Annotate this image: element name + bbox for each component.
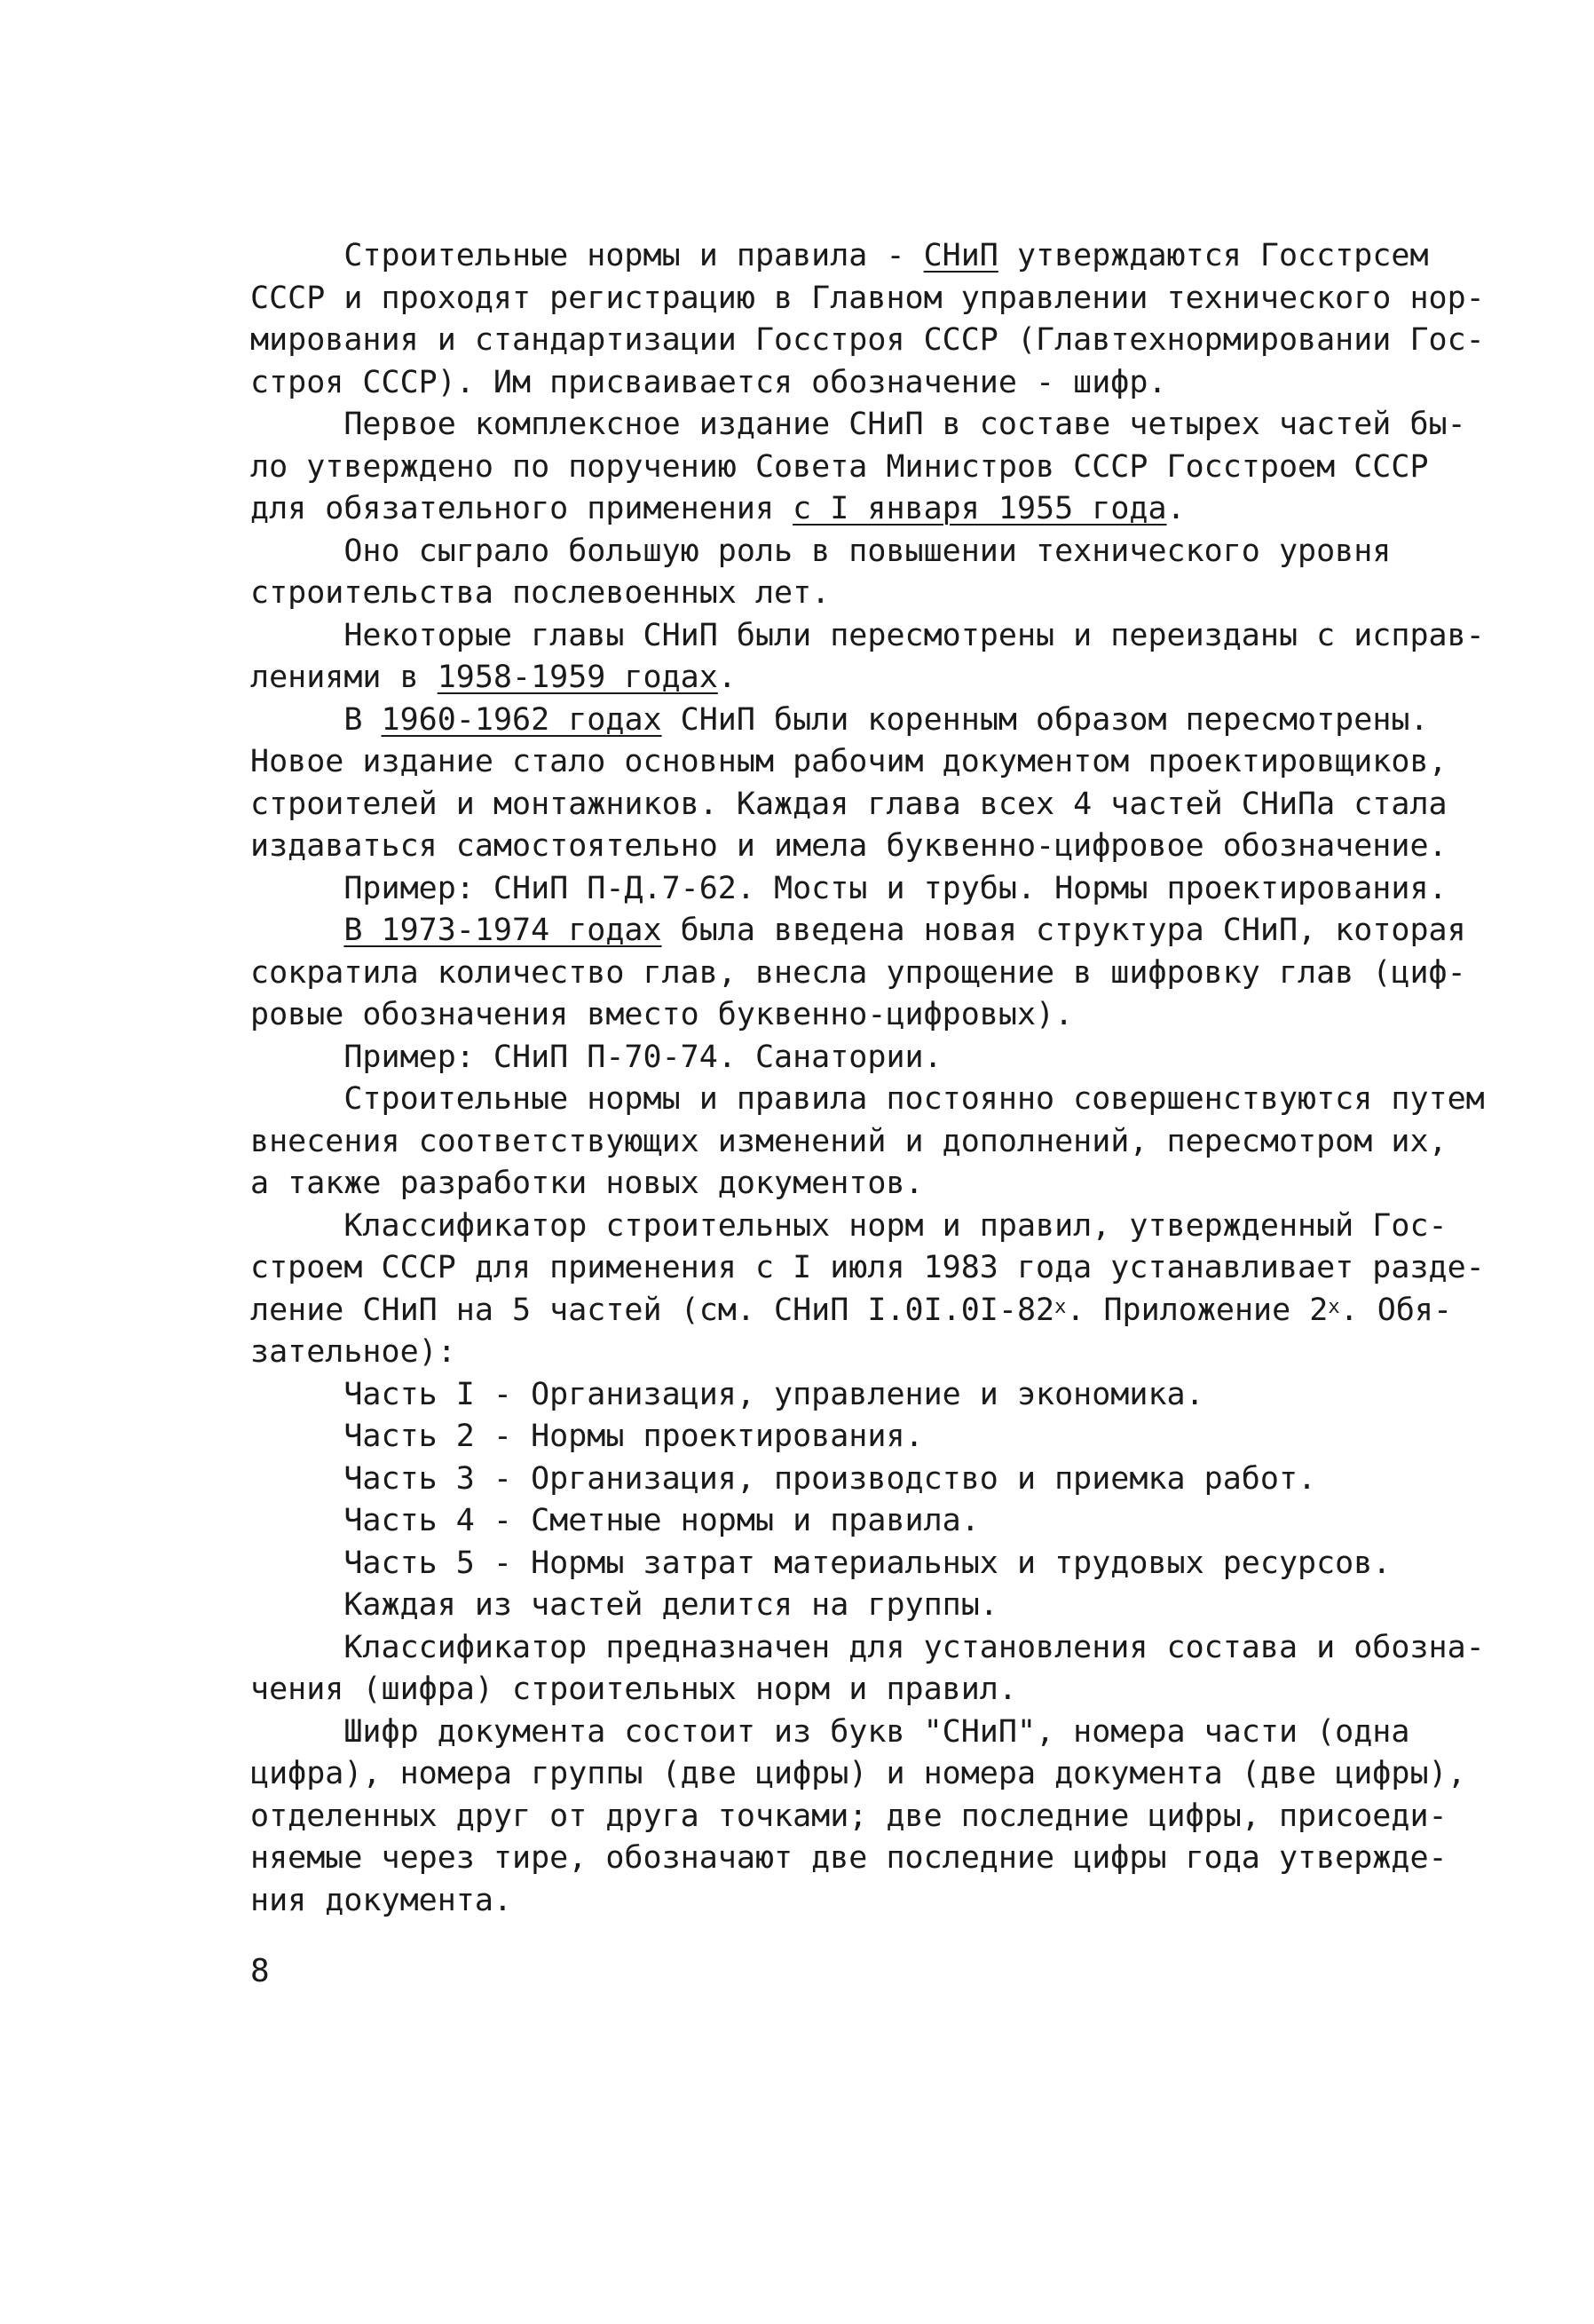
text-segment: для обязательного применения [250, 491, 793, 526]
text-line [250, 868, 1448, 911]
text-segment: ло утверждено по поручению Совета Министров СССР Госстроем СССР [250, 448, 1429, 485]
text-segment: СНиП были коренным образом пересмотрены. [661, 701, 1429, 738]
text-segment: Новое издание стало основным рабочим документом проектировщиков, [250, 744, 1448, 779]
text-segment: Шифр документа состоит из букв "СНиП", номера части (одна [250, 1713, 1410, 1750]
text-line [250, 235, 1429, 278]
text-segment: СССР и проходят регистрацию в Главном управлении технического нор- [250, 280, 1485, 316]
text-segment: В [250, 701, 382, 738]
text-line [250, 1796, 1448, 1838]
text-line [250, 320, 1485, 362]
text-line [250, 1163, 1395, 1205]
text-segment: Оно сыграло большую роль в повышении технического уровня [250, 533, 1392, 569]
text-line [250, 1079, 1485, 1121]
text-segment: Классификатор предназначен для установления состава и обозна- [250, 1629, 1485, 1665]
text-line [250, 1585, 1395, 1627]
text-segment: . [1166, 491, 1186, 526]
text-line [250, 1037, 1395, 1079]
superscript: x [1054, 1295, 1067, 1318]
text-line [250, 1753, 1466, 1796]
underlined-text: 1958-1959 годах [437, 660, 718, 695]
text-segment: строителей и монтажников. Каждая глава всех 4 частей СНиПа стала [250, 786, 1448, 822]
text-line [250, 1247, 1485, 1290]
text-line [250, 488, 1395, 531]
text-segment: цифра), номера группы (две цифры) и номера документа (две цифры), [250, 1756, 1466, 1791]
superscript: x [1328, 1295, 1340, 1318]
text-segment: Строительные нормы и правила - [250, 238, 924, 273]
text-line [250, 531, 1395, 573]
text-segment: Часть 3 - Организация, производство и приемка работ. [250, 1460, 1317, 1497]
text-segment: отделенных друг от друга точками; две последние цифры, присоеди- [250, 1798, 1448, 1834]
text-line [250, 741, 1448, 784]
text-line [250, 700, 1429, 742]
underlined-text: 1960-1962 годах [381, 701, 662, 738]
underlined-text: с I января 1955 года [793, 491, 1167, 526]
text-segment: мирования и стандартизации Госстроя СССР (Главтехнормировании Гос- [250, 322, 1485, 358]
text-segment: лениями в [250, 660, 438, 695]
text-segment: Пример: СНиП П-Д.7-62. Мосты и трубы. Нормы проектирования. [250, 870, 1448, 906]
text-segment: . [717, 660, 737, 695]
text-segment: Некоторые главы СНиП были пересмотрены и переизданы с исправ- [250, 617, 1485, 653]
text-segment: . Приложение 2 [1066, 1292, 1329, 1328]
text-line [250, 1627, 1485, 1670]
text-line [250, 1500, 1395, 1543]
text-line [250, 784, 1448, 826]
text-segment: Классификатор строительных норм и правил, утвержденный Гос- [250, 1207, 1448, 1244]
text-segment: строем СССР для применения с I июля 1983 года устанавливает разде- [250, 1250, 1485, 1285]
text-segment: ния документа. [250, 1882, 513, 1918]
text-line [250, 278, 1485, 320]
text-line [250, 573, 1395, 615]
text-segment: чения (шифра) строительных норм и правил. [250, 1672, 1017, 1707]
underlined-text: СНиП [923, 238, 998, 273]
underlined-text: В 1973-1974 годах [343, 913, 662, 948]
text-line [250, 1458, 1395, 1501]
text-line [250, 1290, 1453, 1332]
text-segment: Часть 2 - Нормы проектирования. [250, 1419, 924, 1454]
page-number: 8 [250, 1953, 270, 1989]
text-line [250, 1543, 1395, 1585]
text-line [250, 994, 1395, 1037]
text-segment: няемые через тире, обозначают две последние цифры года утвержде- [250, 1840, 1448, 1876]
text-segment: Пример: СНиП П-70-74. Санатории. [250, 1039, 943, 1075]
text-line [250, 1374, 1395, 1417]
text-line [250, 826, 1448, 868]
text-segment: сократила количество глав, внесла упрощение в шифровку глав (циф- [250, 954, 1466, 991]
text-line [250, 910, 1466, 953]
text-segment: была введена новая структура СНиП, которая [661, 913, 1466, 948]
text-line [250, 1669, 1395, 1711]
text-line [250, 657, 1395, 700]
text-segment: утверждаются Госстрсем [998, 238, 1429, 273]
text-line [250, 1205, 1448, 1248]
text-segment: Строительные нормы и правила постоянно совершенствуются путем [250, 1081, 1485, 1117]
text-segment: зательное): [250, 1334, 456, 1370]
text-segment: Часть I - Организация, управление и экономика. [250, 1376, 1204, 1412]
text-line [250, 404, 1466, 447]
text-line [250, 1711, 1410, 1754]
text-line [250, 447, 1429, 489]
text-line [250, 1838, 1448, 1880]
text-segment: Часть 4 - Сметные нормы и правила. [250, 1503, 980, 1538]
text-segment: строительства послевоенных лет. [250, 575, 831, 611]
text-line [250, 1332, 1395, 1374]
text-segment: строя СССР). Им присваивается обозначение - шифр. [250, 364, 1167, 400]
text-line [250, 1880, 1395, 1923]
text-line [250, 953, 1466, 995]
text-line [250, 1416, 1395, 1458]
text-segment: Первое комплексное издание СНиП в составе четырех частей бы- [250, 407, 1466, 442]
text-segment: а также разработки новых документов. [250, 1166, 924, 1201]
text-segment: Каждая из частей делится на группы. [250, 1587, 998, 1623]
text-line [250, 1121, 1448, 1164]
text-segment: ление СНиП на 5 частей (см. СНиП I.0I.0I-82 [250, 1292, 1055, 1328]
text-segment: Часть 5 - Нормы затрат материальных и трудовых ресурсов. [250, 1545, 1392, 1581]
text-segment: внесения соответствующих изменений и дополнений, пересмотром их, [250, 1123, 1448, 1159]
text-segment [250, 913, 343, 948]
text-segment: издаваться самостоятельно и имела буквенно-цифровое обозначение. [250, 828, 1448, 864]
text-line [250, 362, 1395, 405]
text-line [250, 615, 1485, 658]
text-segment: ровые обозначения вместо буквенно-цифровых). [250, 997, 1074, 1032]
text-segment: . Обя- [1339, 1292, 1453, 1328]
body-text [250, 235, 1485, 1922]
